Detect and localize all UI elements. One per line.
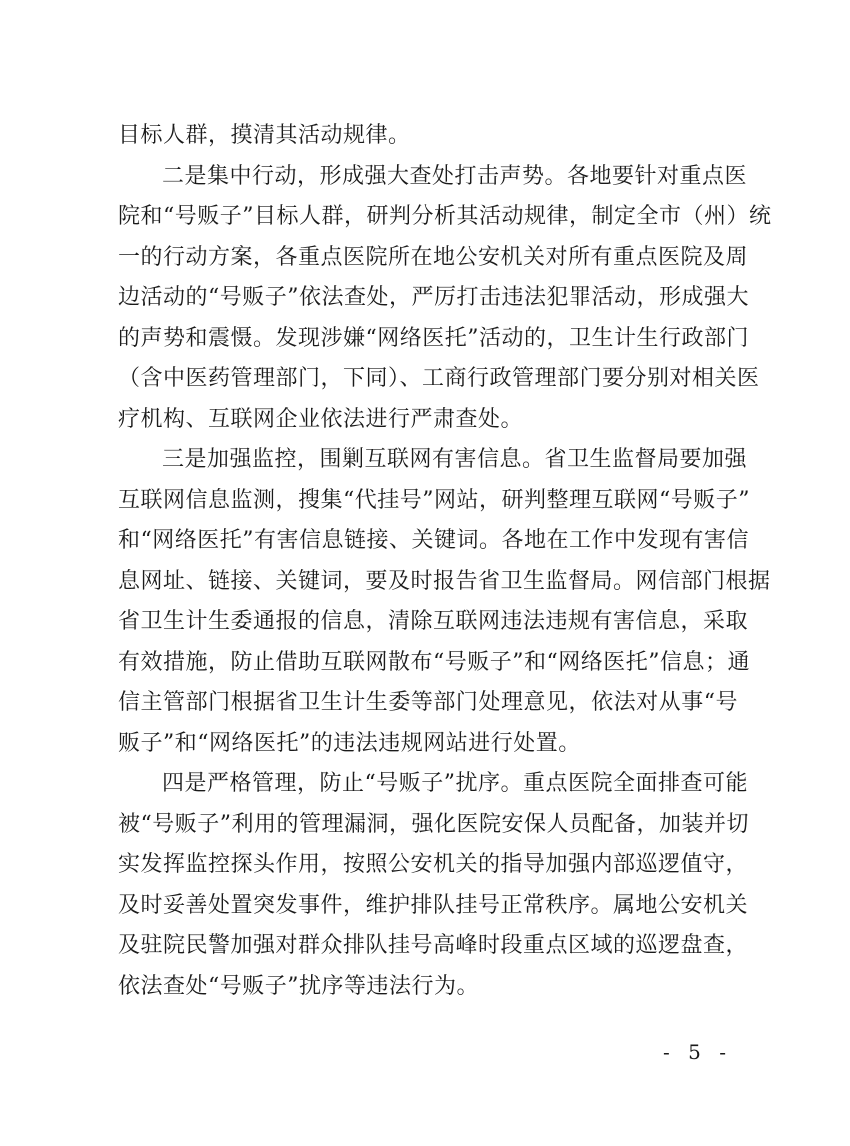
text-line: 目标人群，摸清其活动规律。 [118,123,411,148]
text-line: 的声势和震慑。发现涉嫌“网络医托”活动的，卫生计生行政部门 [118,325,749,351]
text-line: 及时妥善处置突发事件，维护排队挂号正常秩序。属地公安机关 [118,892,749,918]
text-line: 信主管部门根据省卫生计生委等部门处理意见，依法对从事“号 [118,690,738,715]
text-line: 边活动的“号贩子”依法查处，严厉打击违法犯罪活动，形成强大 [118,285,749,310]
paragraph-3-start: 三是加强监控，围剿互联网有害信息。省卫生监督局要加强 [162,447,748,472]
text-line: 和“网络医托”有害信息链接、关键词。各地在工作中发现有害信 [118,528,749,553]
text-line: 及驻院民警加强对群众排队挂号高峰时段重点区域的巡逻盘查， [118,933,749,958]
text-line: 息网址、链接、关键词，要及时报告省卫生监督局。网信部门根据 [118,568,771,594]
document-body [118,116,772,1007]
text-line: 被“号贩子”利用的管理漏洞，强化医院安保人员配备，加装并切 [118,811,749,837]
paragraph-4-start: 四是严格管理，防止“号贩子”扰序。重点医院全面排查可能 [162,771,748,796]
text-line: 省卫生计生委通报的信息，清除互联网违法违规有害信息，采取 [118,609,749,634]
text-line: 一的行动方案，各重点医院所在地公安机关对所有重点医院及周 [118,244,749,270]
text-line: 疗机构、互联网企业依法进行严肃查处。 [118,406,524,432]
text-line: 贩子”和“网络医托”的违法违规网站进行处置。 [118,730,581,756]
paragraph-2-start: 二是集中行动，形成强大查处打击声势。各地要针对重点医 [162,163,748,189]
page-number: - 5 - [663,1040,732,1064]
text-line: 依法查处“号贩子”扰序等违法行为。 [118,973,479,999]
text-line: 院和“号贩子”目标人群，研判分析其活动规律，制定全市（州）统 [118,204,772,229]
text-line: （含中医药管理部门，下同）、工商行政管理部门要分别对相关医 [118,366,760,391]
text-line: 互联网信息监测，搜集“代挂号”网站，研判整理互联网“号贩子” [118,487,750,513]
text-line: 实发挥监控探头作用，按照公安机关的指导加强内部巡逻值守， [118,852,749,877]
text-line: 有效措施，防止借助互联网散布“号贩子”和“网络医托”信息；通 [118,649,750,675]
